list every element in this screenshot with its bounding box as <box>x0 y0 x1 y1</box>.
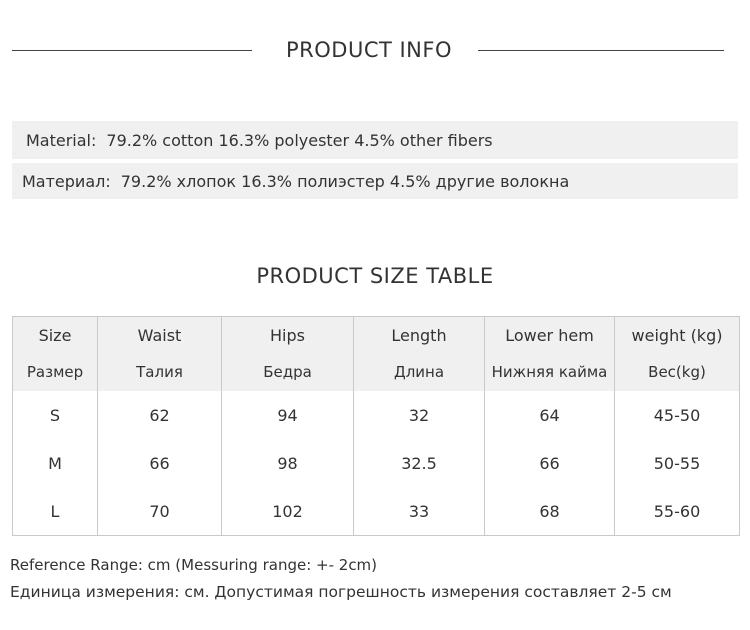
table-row <box>13 487 740 536</box>
table-cell: S <box>13 391 98 439</box>
table-cell: 68 <box>485 487 615 536</box>
product-info-title: PRODUCT INFO <box>286 38 453 62</box>
column-header: Нижняя кайма <box>485 353 615 391</box>
material-row-en <box>12 121 738 159</box>
column-header: Size <box>13 317 98 354</box>
table-cell: 98 <box>222 439 354 487</box>
table-cell: 70 <box>98 487 222 536</box>
material-value-en: 79.2% cotton 16.3% polyester 4.5% other fibers <box>106 130 493 150</box>
reference-note-ru: Единица измерения: см. Допустимая погрешность измерения составляет 2-5 см <box>10 583 672 601</box>
material-row-ru <box>12 163 738 199</box>
size-table <box>12 316 740 536</box>
material-label-ru: Материал: <box>22 171 111 191</box>
column-header: Размер <box>13 353 98 391</box>
size-table-title: PRODUCT SIZE TABLE <box>256 264 494 288</box>
column-header: Бедра <box>222 353 354 391</box>
table-cell: 50-55 <box>615 439 740 487</box>
product-info-header <box>0 38 750 62</box>
table-cell: 66 <box>98 439 222 487</box>
table-cell: 32 <box>354 391 485 439</box>
column-header: Waist <box>98 317 222 354</box>
table-cell: 102 <box>222 487 354 536</box>
table-cell: 94 <box>222 391 354 439</box>
table-header-row-en <box>13 317 740 354</box>
column-header: Талия <box>98 353 222 391</box>
column-header: Hips <box>222 317 354 354</box>
table-cell: L <box>13 487 98 536</box>
material-value-ru: 79.2% хлопок 16.3% полиэстер 4.5% другие волокна <box>120 171 570 191</box>
table-cell: 64 <box>485 391 615 439</box>
column-header: Length <box>354 317 485 354</box>
table-cell: 32.5 <box>354 439 485 487</box>
column-header: weight (kg) <box>615 317 740 354</box>
header-divider-right <box>478 50 724 51</box>
table-header-row-ru <box>13 353 740 391</box>
table-cell: M <box>13 439 98 487</box>
size-table-header <box>0 264 750 288</box>
reference-note-en: Reference Range: cm (Messuring range: +- 2cm) <box>10 556 378 574</box>
column-header: Длина <box>354 353 485 391</box>
material-label-en: Material: <box>26 130 97 150</box>
table-cell: 33 <box>354 487 485 536</box>
column-header: Вес(kg) <box>615 353 740 391</box>
table-cell: 45-50 <box>615 391 740 439</box>
column-header: Lower hem <box>485 317 615 354</box>
table-cell: 62 <box>98 391 222 439</box>
table-cell: 55-60 <box>615 487 740 536</box>
table-row <box>13 391 740 439</box>
header-divider-left <box>12 50 252 51</box>
table-row <box>13 439 740 487</box>
table-cell: 66 <box>485 439 615 487</box>
